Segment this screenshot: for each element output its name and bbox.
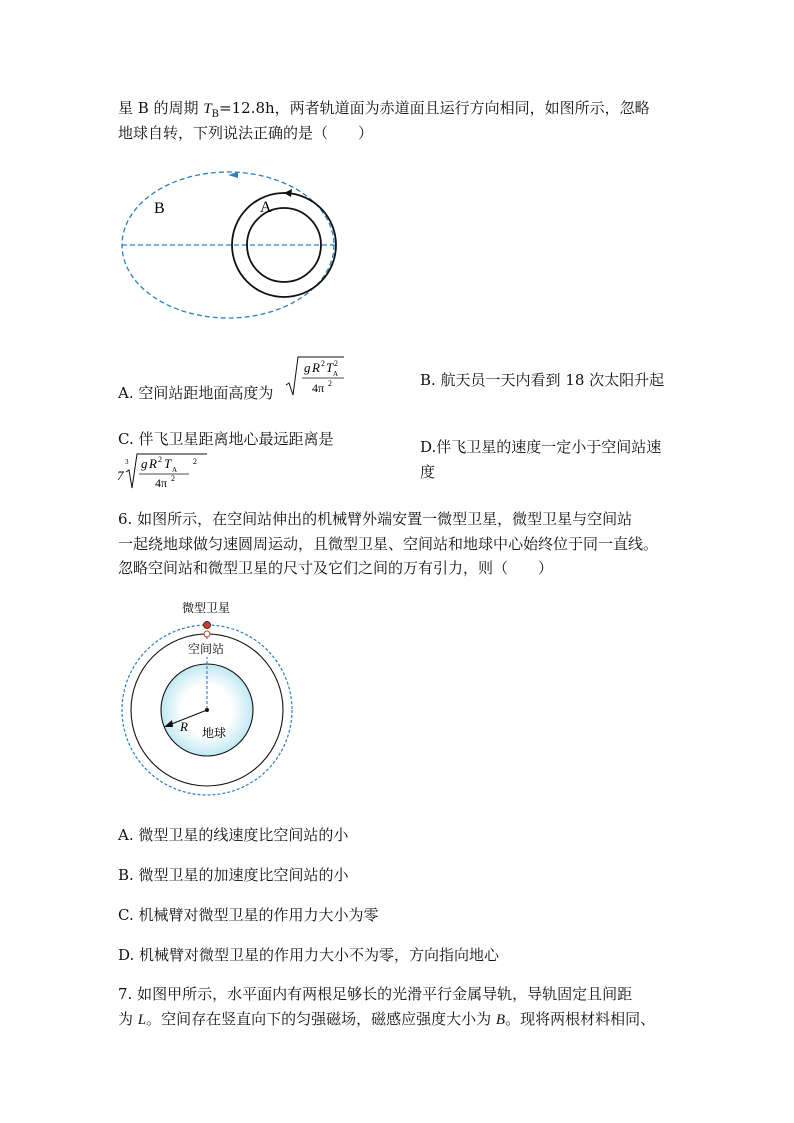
space-station-dot [204, 631, 210, 637]
q5-option-a-formula [284, 355, 346, 400]
q5-stem-line-1: 星 B 的周期 $T_B=12.8h$，两者轨道面为赤道面且运行方向相同，如图所示，忽略 [118, 99, 650, 120]
q5-option-b: B. 航天员一天内看到 18 次太阳升起 [420, 371, 665, 389]
micro-satellite-dot [204, 622, 211, 629]
svg-text:A: A [333, 370, 339, 378]
q5-option-c: C. 伴飞卫星距离地心最远距离是 [118, 430, 334, 448]
q5-option-d-line-1: D.伴飞卫星的速度一定小于空间站速 [420, 438, 662, 456]
q6-stem-line-2: 一起绕地球做匀速圆周运动，且微型卫星、空间站和地球中心始终位于同一直线。 [118, 535, 659, 553]
q6-option-d: D. 机械臂对微型卫星的作用力大小不为零，方向指向地心 [118, 946, 500, 964]
q6-option-a: A. 微型卫星的线速度比空间站的小 [118, 826, 349, 844]
q7-stem-line-1: 7. 如图甲所示，水平面内有两根足够长的光滑平行金属导轨，导轨固定且间距 [118, 985, 633, 1003]
q5-option-d-line-2: 度 [420, 463, 436, 481]
svg-text:g: g [304, 360, 311, 375]
q6-stem-line-1: 6. 如图所示，在空间站伸出的机械臂外端安置一微型卫星，微型卫星与空间站 [118, 510, 633, 528]
label-r: R [180, 719, 188, 734]
label-micro-satellite: 微型卫星 [182, 601, 231, 615]
q7-stem-line-2: 为 L。空间存在竖直向下的匀强磁场，磁感应强度大小为 B。现将两根材料相同、 [118, 1010, 656, 1028]
label-earth: 地球 [202, 726, 227, 740]
svg-text:2: 2 [158, 455, 162, 464]
svg-text:R: R [312, 360, 320, 375]
svg-text:R: R [149, 456, 157, 471]
q6-option-b: B. 微型卫星的加速度比空间站的小 [118, 866, 349, 884]
q6-option-c: C. 机械臂对微型卫星的作用力大小为零 [118, 906, 379, 924]
label-space-station: 空间站 [188, 642, 225, 656]
svg-text:2: 2 [171, 474, 175, 483]
label-b: B [154, 200, 165, 217]
q5-stem-line-2: 地球自转，下列说法正确的是（ ） [118, 124, 374, 142]
svg-text:3: 3 [125, 458, 129, 466]
svg-text:A: A [172, 466, 178, 474]
svg-text:2: 2 [334, 359, 338, 368]
q6-stem-line-3: 忽略空间站和微型卫星的尺寸及它们之间的万有引力，则（ ） [118, 559, 554, 577]
svg-text:7: 7 [117, 468, 124, 483]
q5-option-c-formula [117, 452, 209, 492]
label-a: A [260, 199, 272, 216]
orbit-b-direction-arrow [228, 172, 238, 178]
orbit-a-direction-arrow [284, 189, 292, 197]
svg-text:4π: 4π [155, 476, 168, 490]
svg-text:2: 2 [328, 379, 332, 388]
svg-text:2: 2 [193, 457, 197, 466]
svg-text:T: T [164, 456, 172, 471]
svg-text:g: g [141, 456, 148, 471]
svg-text:2: 2 [321, 359, 325, 368]
orbit-figure [118, 165, 348, 325]
q5-option-a: A. 空间站距地面高度为 [118, 384, 274, 402]
svg-text:4π: 4π [312, 381, 325, 395]
microsatellite-figure [118, 598, 298, 803]
svg-text:T: T [326, 360, 334, 375]
